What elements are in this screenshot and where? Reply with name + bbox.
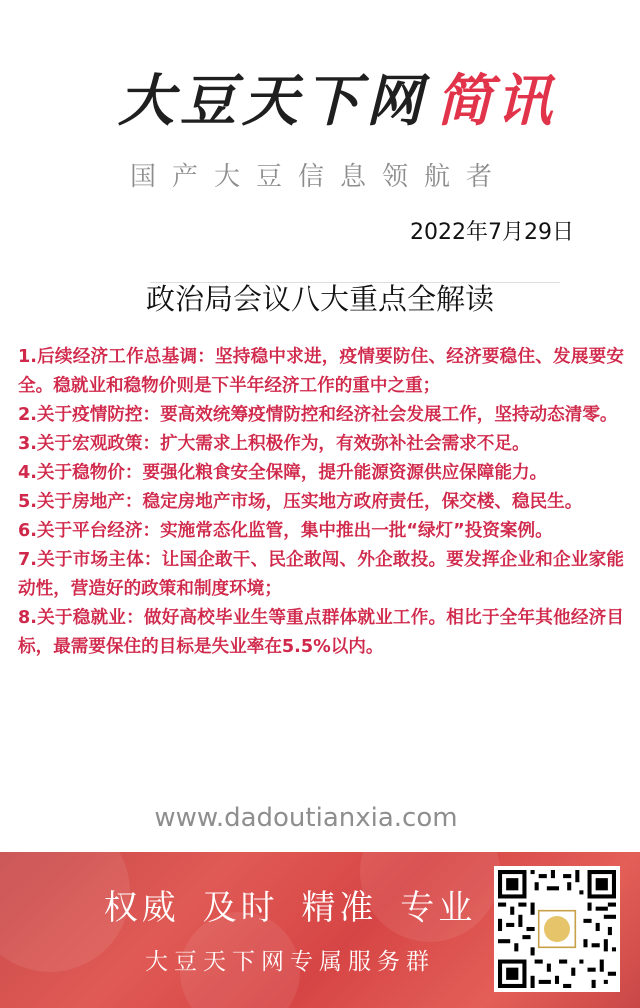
key-point-2: 2.关于疫情防控：要高效统筹疫情防控和经济社会发展工作，坚持动态清零。 <box>18 405 618 425</box>
key-points-list <box>18 343 624 662</box>
key-point-4: 4.关于稳物价：要强化粮食安全保障，提升能源资源供应保障能力。 <box>18 463 548 483</box>
tagline: 国产大豆信息领航者 <box>130 162 509 192</box>
brand-logo <box>118 66 556 138</box>
qr-code-icon[interactable] <box>494 866 620 992</box>
key-point-6: 6.关于平台经济：实施常态化监管，集中推出一批“绿灯”投资案例。 <box>18 521 553 541</box>
key-point-5: 5.关于房地产：稳定房地产市场，压实地方政府责任，保交楼、稳民生。 <box>18 492 583 512</box>
key-point-7: 7.关于市场主体：让国企敢干、民企敢闯、外企敢投。要发挥企业和企业家能动性，营造好的政策和制度环境； <box>18 550 624 599</box>
qr-code-graphic <box>498 870 616 988</box>
website-link[interactable]: www.dadoutianxia.com <box>154 803 458 833</box>
banner-group-name: 大豆天下网专属服务群 <box>145 949 435 975</box>
key-point-1: 1.后续经济工作总基调：坚持稳中求进，疫情要防住、经济要稳住、发展要安全。稳就业和稳物价则是下半年经济工作的重中之重； <box>18 347 624 396</box>
key-point-8: 8.关于稳就业：做好高校毕业生等重点群体就业工作。相比于全年其他经济目标，最需要保住的目标是失业率在5.5%以内。 <box>18 608 624 657</box>
headline: 政治局会议八大重点全解读 <box>145 282 494 316</box>
banner-slogan: 权威 及时 精准 专业 <box>103 888 477 928</box>
key-point-3: 3.关于宏观政策：扩大需求上积极作为，有效弥补社会需求不足。 <box>18 434 530 454</box>
brand-name: 大豆天下网 <box>118 69 428 134</box>
publish-date: 2022年7月29日 <box>410 220 574 245</box>
brand-accent: 简讯 <box>436 69 556 134</box>
